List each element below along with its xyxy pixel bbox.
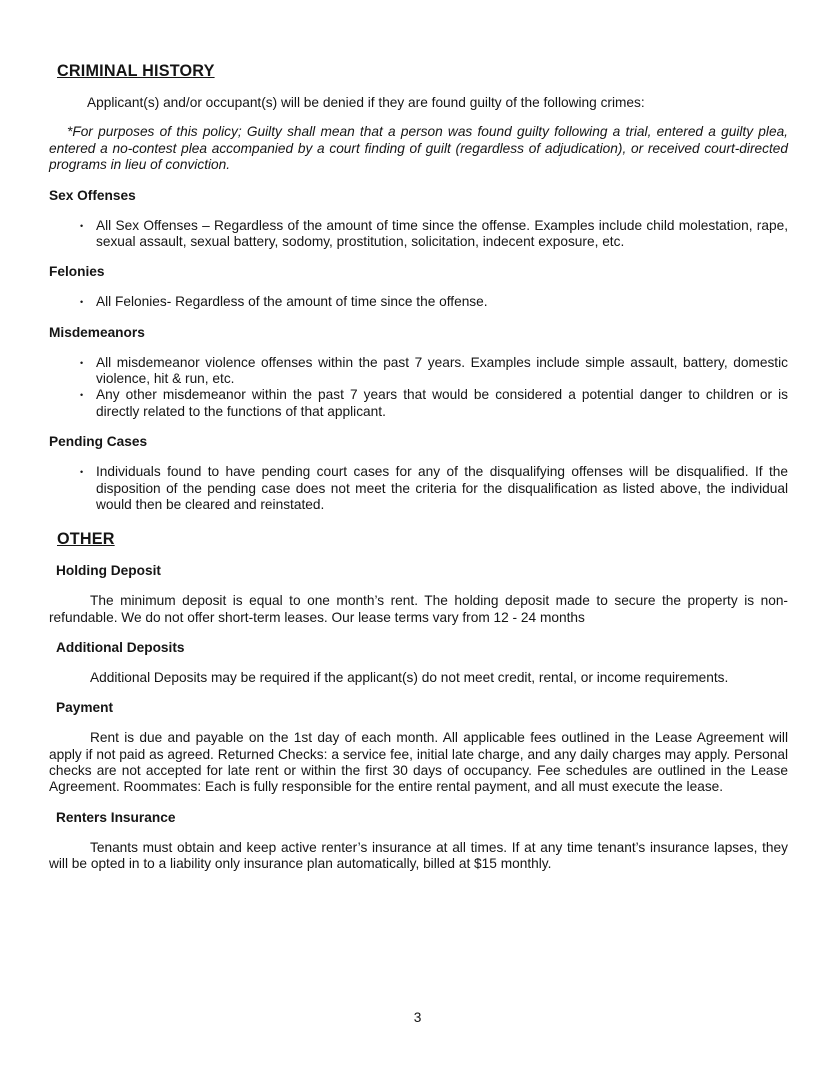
list-item-text: All Sex Offenses – Regardless of the amount of time since the offense. Examples include child molestation, rape, sexual assault, sexual battery, sodomy, prostitution, solicitation, indecent exposure, etc.: [96, 217, 788, 249]
pending-cases-list: [49, 464, 788, 513]
heading-additional-deposits: Additional Deposits: [56, 640, 185, 656]
list-item: [49, 464, 788, 513]
bullet-icon: •: [80, 220, 84, 231]
bullet-icon: •: [80, 357, 84, 368]
list-item-text: Any other misdemeanor within the past 7 years that would be considered a potential danger to children or is directly related to the functions of that applicant.: [96, 387, 788, 419]
heading-sex-offenses: Sex Offenses: [49, 187, 136, 203]
other-title: OTHER: [57, 530, 115, 549]
heading-payment: Payment: [56, 700, 114, 716]
page-footer: [0, 1010, 835, 1026]
additional-deposits-text: Additional Deposits may be required if the applicant(s) do not meet credit, rental, or income requirements.: [90, 669, 729, 685]
bullet-icon: •: [80, 390, 84, 401]
heading-felonies: Felonies: [49, 264, 105, 280]
holding-deposit-text: The minimum deposit is equal to one month’s rent. The holding deposit made to secure the property is non- refundable. We do not offer short-term leases. Our lease terms vary from 12 - 24 months: [49, 593, 788, 625]
sex-offenses-list: [49, 218, 788, 251]
list-item-text: All misdemeanor violence offenses within the past 7 years. Examples include simple assault, battery, domestic violence, hit & run, etc.: [96, 354, 788, 386]
list-item: [49, 387, 788, 420]
bullet-icon: •: [80, 297, 84, 308]
criminal-history-title: CRIMINAL HISTORY: [57, 62, 215, 80]
heading-pending-cases: Pending Cases: [49, 434, 148, 450]
list-item: [49, 218, 788, 251]
list-item: [49, 294, 788, 310]
page-number: 3: [413, 1010, 422, 1025]
criminal-history-intro: Applicant(s) and/or occupant(s) will be denied if they are found guilty of the following crimes:: [87, 94, 645, 110]
policy-definition-note: *For purposes of this policy; Guilty shall mean that a person was found guilty following a trial, entered a guilty plea, entered a no-contest plea accompanied by a court finding of guilt (regardless of adjudication), or received court-directed programs in lieu of conviction.: [49, 124, 788, 173]
felonies-list: [49, 294, 788, 310]
heading-holding-deposit: Holding Deposit: [56, 563, 161, 579]
heading-renters-insurance: Renters Insurance: [56, 809, 176, 825]
list-item: [49, 355, 788, 388]
section-criminal-history: [49, 62, 788, 513]
renters-insurance-text: Tenants must obtain and keep active renter’s insurance at all times. If at any time tenant’s insurance lapses, they will be opted in to a liability only insurance plan automatically, billed at $15 monthly.: [49, 839, 788, 872]
list-item-text: Individuals found to have pending court cases for any of the disqualifying offenses will be disqualified. If the disposition of the pending case does not meet the criteria for the disqualification as listed above, the individual would then be cleared and reinstated.: [96, 464, 788, 512]
payment-text: Rent is due and payable on the 1st day of each month. All applicable fees outlined in the Lease Agreement will apply if not paid as agreed. Returned Checks: a service fee, initial late charge, and any daily charges may apply. Personal checks are not accepted for late rent or within the first 30 days of occupancy. Fee schedules are outlined in the Lease Agreement. Roommates: Each is fully responsible for the entire rental payment, and all must execute the lease.: [49, 730, 788, 795]
heading-misdemeanors: Misdemeanors: [49, 324, 145, 340]
misdemeanors-list: [49, 355, 788, 421]
section-other: [49, 513, 788, 872]
bullet-icon: •: [80, 467, 84, 478]
list-item-text: All Felonies- Regardless of the amount of time since the offense.: [96, 294, 488, 310]
